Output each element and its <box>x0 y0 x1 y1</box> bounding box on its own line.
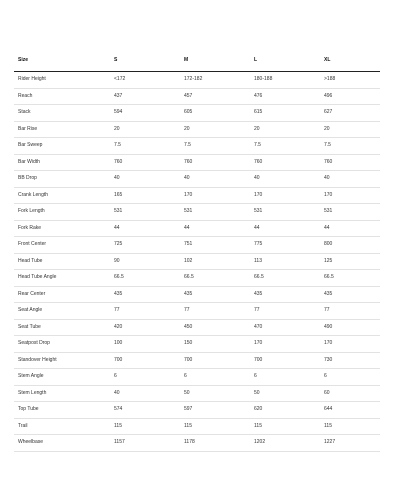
table-row <box>14 105 380 122</box>
row-label: Crank Length <box>14 187 110 204</box>
table-row <box>14 385 380 402</box>
table-row <box>14 220 380 237</box>
cell-m: 170 <box>180 187 250 204</box>
cell-l: 66.5 <box>250 270 320 287</box>
cell-xl: 66.5 <box>320 270 380 287</box>
cell-xl: 125 <box>320 253 380 270</box>
cell-l: 620 <box>250 402 320 419</box>
cell-l: 6 <box>250 369 320 386</box>
cell-l: 44 <box>250 220 320 237</box>
row-label: Seat Tube <box>14 319 110 336</box>
cell-s: 100 <box>110 336 180 353</box>
cell-m: 150 <box>180 336 250 353</box>
row-label: Front Center <box>14 237 110 254</box>
cell-m: 40 <box>180 171 250 188</box>
cell-l: 1202 <box>250 435 320 452</box>
row-label: Top Tube <box>14 402 110 419</box>
cell-s: 77 <box>110 303 180 320</box>
header-m: M <box>180 50 250 72</box>
table-row <box>14 204 380 221</box>
row-label: Trail <box>14 418 110 435</box>
table-row <box>14 402 380 419</box>
table-row <box>14 336 380 353</box>
row-label: Fork Rake <box>14 220 110 237</box>
cell-s: 435 <box>110 286 180 303</box>
cell-l: 476 <box>250 88 320 105</box>
cell-l: 77 <box>250 303 320 320</box>
table-row <box>14 72 380 89</box>
cell-s: 90 <box>110 253 180 270</box>
cell-m: 457 <box>180 88 250 105</box>
table-row <box>14 138 380 155</box>
row-label: Rear Center <box>14 286 110 303</box>
cell-m: 760 <box>180 154 250 171</box>
cell-m: 450 <box>180 319 250 336</box>
cell-xl: 531 <box>320 204 380 221</box>
table-row <box>14 319 380 336</box>
cell-l: 775 <box>250 237 320 254</box>
cell-s: 7.5 <box>110 138 180 155</box>
row-label: Bar Width <box>14 154 110 171</box>
row-label: Stem Length <box>14 385 110 402</box>
cell-l: 470 <box>250 319 320 336</box>
cell-s: 594 <box>110 105 180 122</box>
header-xl: XL <box>320 50 380 72</box>
cell-l: 615 <box>250 105 320 122</box>
row-label: Stem Angle <box>14 369 110 386</box>
cell-m: 66.5 <box>180 270 250 287</box>
row-label: Rider Height <box>14 72 110 89</box>
cell-l: 113 <box>250 253 320 270</box>
cell-l: 760 <box>250 154 320 171</box>
cell-s: 66.5 <box>110 270 180 287</box>
table-row <box>14 286 380 303</box>
row-label: Fork Length <box>14 204 110 221</box>
row-label: Wheelbase <box>14 435 110 452</box>
row-label: Reach <box>14 88 110 105</box>
cell-xl: 800 <box>320 237 380 254</box>
cell-s: 44 <box>110 220 180 237</box>
cell-s: 40 <box>110 385 180 402</box>
cell-s: 531 <box>110 204 180 221</box>
cell-xl: 1227 <box>320 435 380 452</box>
cell-s: 40 <box>110 171 180 188</box>
table-row <box>14 88 380 105</box>
cell-l: 50 <box>250 385 320 402</box>
table-row <box>14 187 380 204</box>
cell-xl: 40 <box>320 171 380 188</box>
row-label: Seat Angle <box>14 303 110 320</box>
cell-m: 77 <box>180 303 250 320</box>
cell-l: 170 <box>250 336 320 353</box>
geometry-table-header <box>14 50 380 72</box>
table-row <box>14 352 380 369</box>
cell-s: <172 <box>110 72 180 89</box>
cell-m: 6 <box>180 369 250 386</box>
cell-s: 165 <box>110 187 180 204</box>
cell-m: 700 <box>180 352 250 369</box>
row-label: Head Tube Angle <box>14 270 110 287</box>
table-row <box>14 121 380 138</box>
cell-s: 115 <box>110 418 180 435</box>
cell-l: 20 <box>250 121 320 138</box>
cell-xl: 490 <box>320 319 380 336</box>
row-label: BB Drop <box>14 171 110 188</box>
cell-m: 50 <box>180 385 250 402</box>
cell-xl: 170 <box>320 336 380 353</box>
cell-m: 605 <box>180 105 250 122</box>
cell-m: 751 <box>180 237 250 254</box>
cell-s: 6 <box>110 369 180 386</box>
cell-l: 40 <box>250 171 320 188</box>
cell-m: 115 <box>180 418 250 435</box>
cell-xl: 627 <box>320 105 380 122</box>
table-row <box>14 237 380 254</box>
cell-xl: 7.5 <box>320 138 380 155</box>
cell-l: 700 <box>250 352 320 369</box>
header-l: L <box>250 50 320 72</box>
geometry-table <box>14 50 380 452</box>
cell-xl: 44 <box>320 220 380 237</box>
cell-l: 7.5 <box>250 138 320 155</box>
cell-m: 531 <box>180 204 250 221</box>
cell-s: 1157 <box>110 435 180 452</box>
table-row <box>14 253 380 270</box>
cell-l: 170 <box>250 187 320 204</box>
cell-xl: 760 <box>320 154 380 171</box>
cell-s: 20 <box>110 121 180 138</box>
table-row <box>14 270 380 287</box>
row-label: Bar Sweep <box>14 138 110 155</box>
header-s: S <box>110 50 180 72</box>
cell-l: 435 <box>250 286 320 303</box>
cell-m: 20 <box>180 121 250 138</box>
cell-xl: 77 <box>320 303 380 320</box>
header-size: Size <box>14 50 110 72</box>
cell-m: 435 <box>180 286 250 303</box>
cell-xl: 6 <box>320 369 380 386</box>
header-row <box>14 50 380 72</box>
row-label: Seatpost Drop <box>14 336 110 353</box>
table-row <box>14 303 380 320</box>
table-row <box>14 171 380 188</box>
cell-m: 102 <box>180 253 250 270</box>
cell-l: 115 <box>250 418 320 435</box>
cell-m: 7.5 <box>180 138 250 155</box>
cell-xl: 170 <box>320 187 380 204</box>
cell-xl: 644 <box>320 402 380 419</box>
cell-m: 44 <box>180 220 250 237</box>
cell-s: 420 <box>110 319 180 336</box>
cell-s: 760 <box>110 154 180 171</box>
cell-xl: >188 <box>320 72 380 89</box>
table-row <box>14 154 380 171</box>
cell-m: 172-182 <box>180 72 250 89</box>
cell-s: 437 <box>110 88 180 105</box>
cell-s: 725 <box>110 237 180 254</box>
cell-xl: 496 <box>320 88 380 105</box>
row-label: Bar Rise <box>14 121 110 138</box>
cell-xl: 60 <box>320 385 380 402</box>
table-row <box>14 435 380 452</box>
geometry-table-body <box>14 72 380 452</box>
cell-s: 574 <box>110 402 180 419</box>
cell-s: 700 <box>110 352 180 369</box>
cell-m: 597 <box>180 402 250 419</box>
row-label: Stack <box>14 105 110 122</box>
row-label: Head Tube <box>14 253 110 270</box>
table-row <box>14 418 380 435</box>
cell-l: 531 <box>250 204 320 221</box>
table-row <box>14 369 380 386</box>
cell-xl: 115 <box>320 418 380 435</box>
cell-m: 1178 <box>180 435 250 452</box>
row-label: Standover Height <box>14 352 110 369</box>
cell-xl: 20 <box>320 121 380 138</box>
cell-xl: 730 <box>320 352 380 369</box>
cell-l: 180-188 <box>250 72 320 89</box>
cell-xl: 435 <box>320 286 380 303</box>
